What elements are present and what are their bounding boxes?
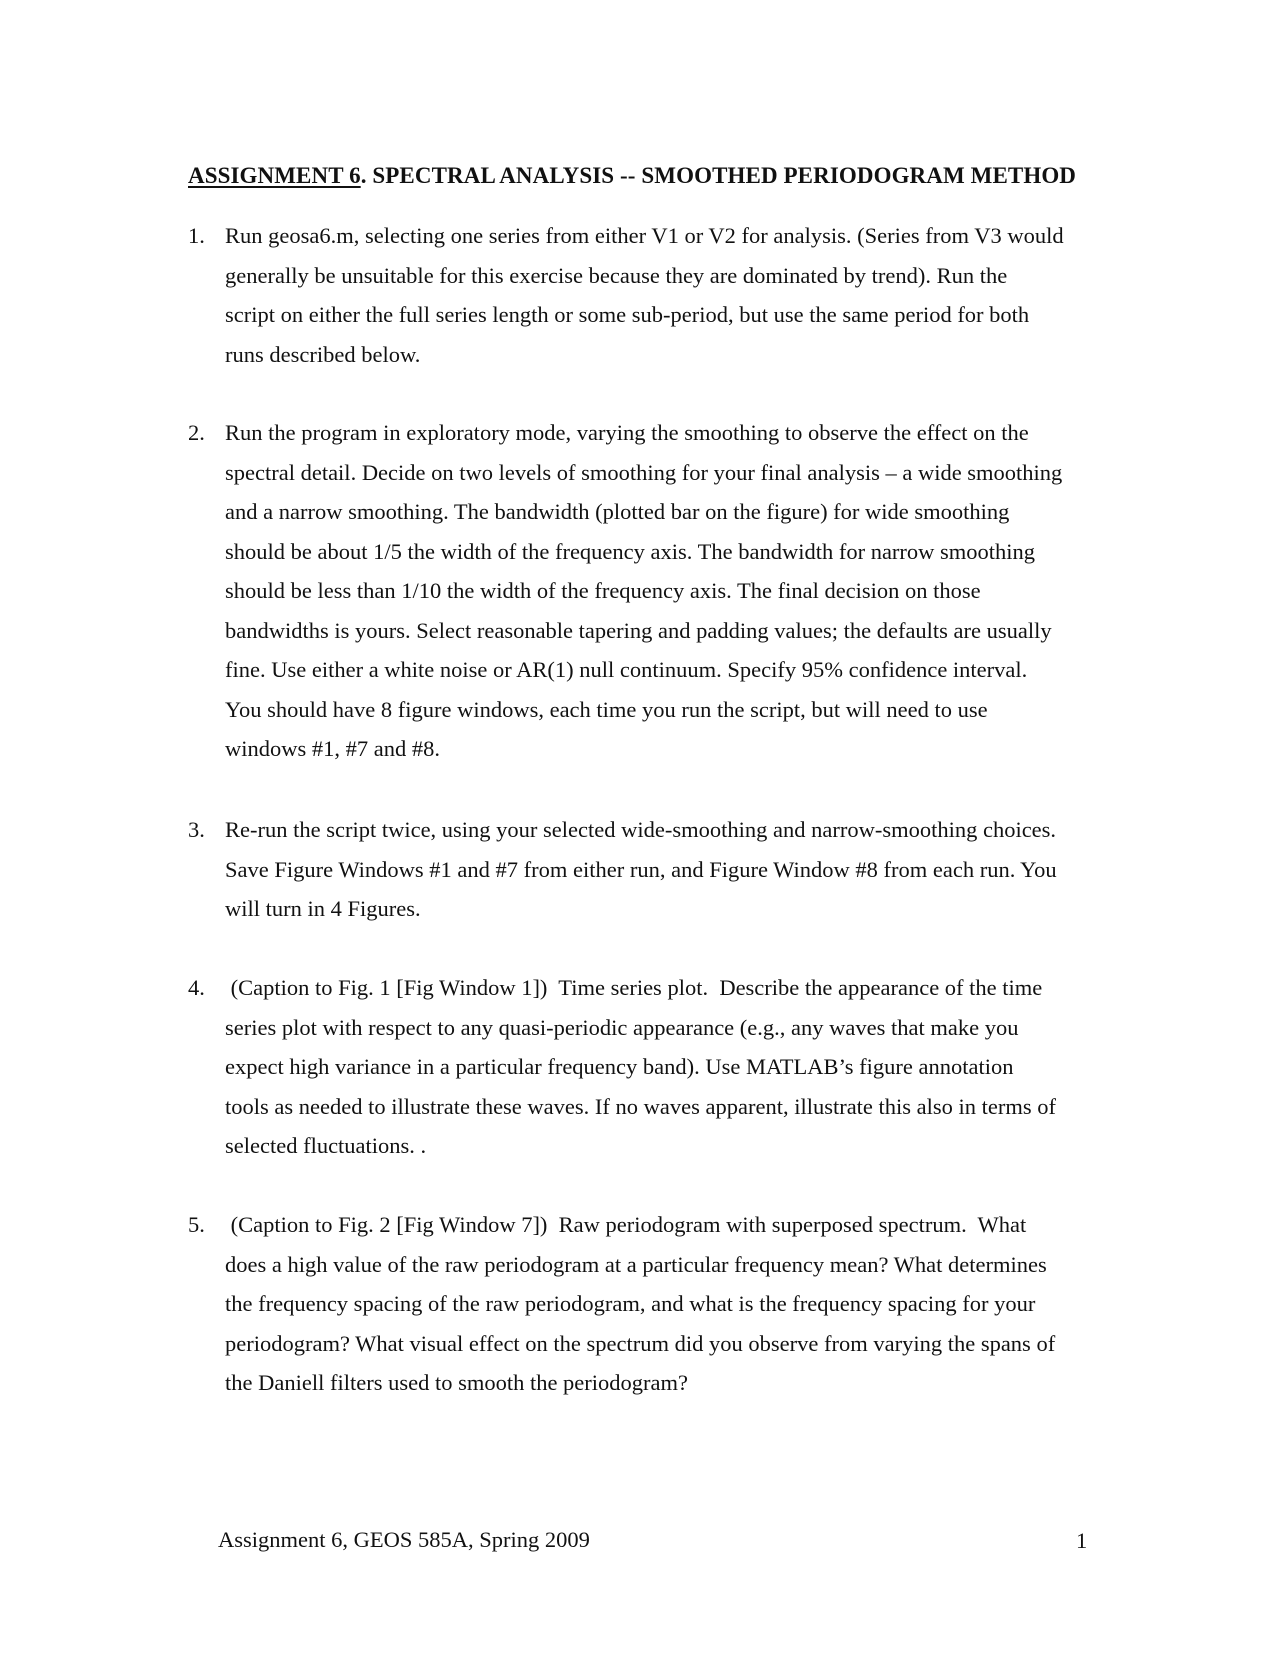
item-line: script on either the full series length or some sub-period, but use the same period for both xyxy=(225,302,1030,327)
item-line: fine. Use either a white noise or AR(1) null continuum. Specify 95% confidence interval. xyxy=(225,657,1028,682)
item-line: Re-run the script twice, using your selected wide-smoothing and narrow-smoothing choices. xyxy=(225,817,1057,842)
item-line: generally be unsuitable for this exercise because they are dominated by trend). Run the xyxy=(225,262,1008,288)
item-line: the Daniell filters used to smooth the periodogram? xyxy=(225,1370,689,1395)
item-line: Run the program in exploratory mode, varying the smoothing to observe the effect on the xyxy=(225,420,1029,445)
item-line: Save Figure Windows #1 and #7 from either run, and Figure Window #8 from each run. You xyxy=(225,856,1057,882)
item-line: should be about 1/5 the width of the frequency axis. The bandwidth for narrow smoothing xyxy=(225,538,1036,564)
item-number: 5. xyxy=(188,1212,205,1237)
item-line: periodogram? What visual effect on the spectrum did you observe from varying the spans of xyxy=(225,1330,1056,1356)
item-text xyxy=(225,216,1093,374)
item-line: series plot with respect to any quasi-periodic appearance (e.g., any waves that make you xyxy=(225,1014,1019,1040)
list-item xyxy=(188,1205,1093,1403)
item-text xyxy=(225,968,1093,1166)
item-text xyxy=(225,810,1093,929)
item-line: (Caption to Fig. 2 [Fig Window 7]) Raw periodogram with superposed spectrum. What xyxy=(225,1212,1027,1237)
assignment-title xyxy=(188,163,1076,189)
item-number: 4. xyxy=(188,975,205,1000)
item-line: will turn in 4 Figures. xyxy=(225,896,421,921)
list-item xyxy=(188,413,1093,769)
item-line: selected fluctuations. . xyxy=(225,1133,427,1158)
item-line: does a high value of the raw periodogram at a particular frequency mean? What determines xyxy=(225,1251,1047,1277)
list-item xyxy=(188,810,1093,929)
title-rest: . SPECTRAL ANALYSIS -- SMOOTHED PERIODOGRAM METHOD xyxy=(360,163,1077,188)
item-line: and a narrow smoothing. The bandwidth (plotted bar on the figure) for wide smoothing xyxy=(225,499,1010,524)
title-underlined: ASSIGNMENT 6 xyxy=(188,163,361,188)
item-line: expect high variance in a particular frequency band). Use MATLAB’s figure annotation xyxy=(225,1054,1014,1079)
item-line: Run geosa6.m, selecting one series from either V1 or V2 for analysis. (Series from V3 would xyxy=(225,223,1064,248)
item-line: tools as needed to illustrate these waves. If no waves apparent, illustrate this also in terms of xyxy=(225,1093,1057,1119)
item-line: runs described below. xyxy=(225,341,421,367)
item-line: bandwidths is yours. Select reasonable tapering and padding values; the defaults are usually xyxy=(225,617,1052,643)
item-text xyxy=(225,1205,1093,1403)
item-text xyxy=(225,413,1093,769)
item-line: spectral detail. Decide on two levels of smoothing for your final analysis – a wide smoothing xyxy=(225,459,1063,485)
item-number: 3. xyxy=(188,817,205,842)
item-line: You should have 8 figure windows, each time you run the script, but will need to use xyxy=(225,696,988,722)
page-number: 1 xyxy=(1076,1528,1088,1553)
item-line: (Caption to Fig. 1 [Fig Window 1]) Time series plot. Describe the appearance of the time xyxy=(225,975,1043,1000)
item-line: windows #1, #7 and #8. xyxy=(225,736,440,761)
item-number: 1. xyxy=(188,223,205,248)
list-item xyxy=(188,216,1093,374)
item-line: the frequency spacing of the raw periodogram, and what is the frequency spacing for your xyxy=(225,1291,1036,1316)
page-footer: Assignment 6, GEOS 585A, Spring 2009 xyxy=(218,1527,590,1552)
item-line: should be less than 1/10 the width of the frequency axis. The final decision on those xyxy=(225,578,981,603)
item-number: 2. xyxy=(188,420,205,445)
list-item xyxy=(188,968,1093,1166)
